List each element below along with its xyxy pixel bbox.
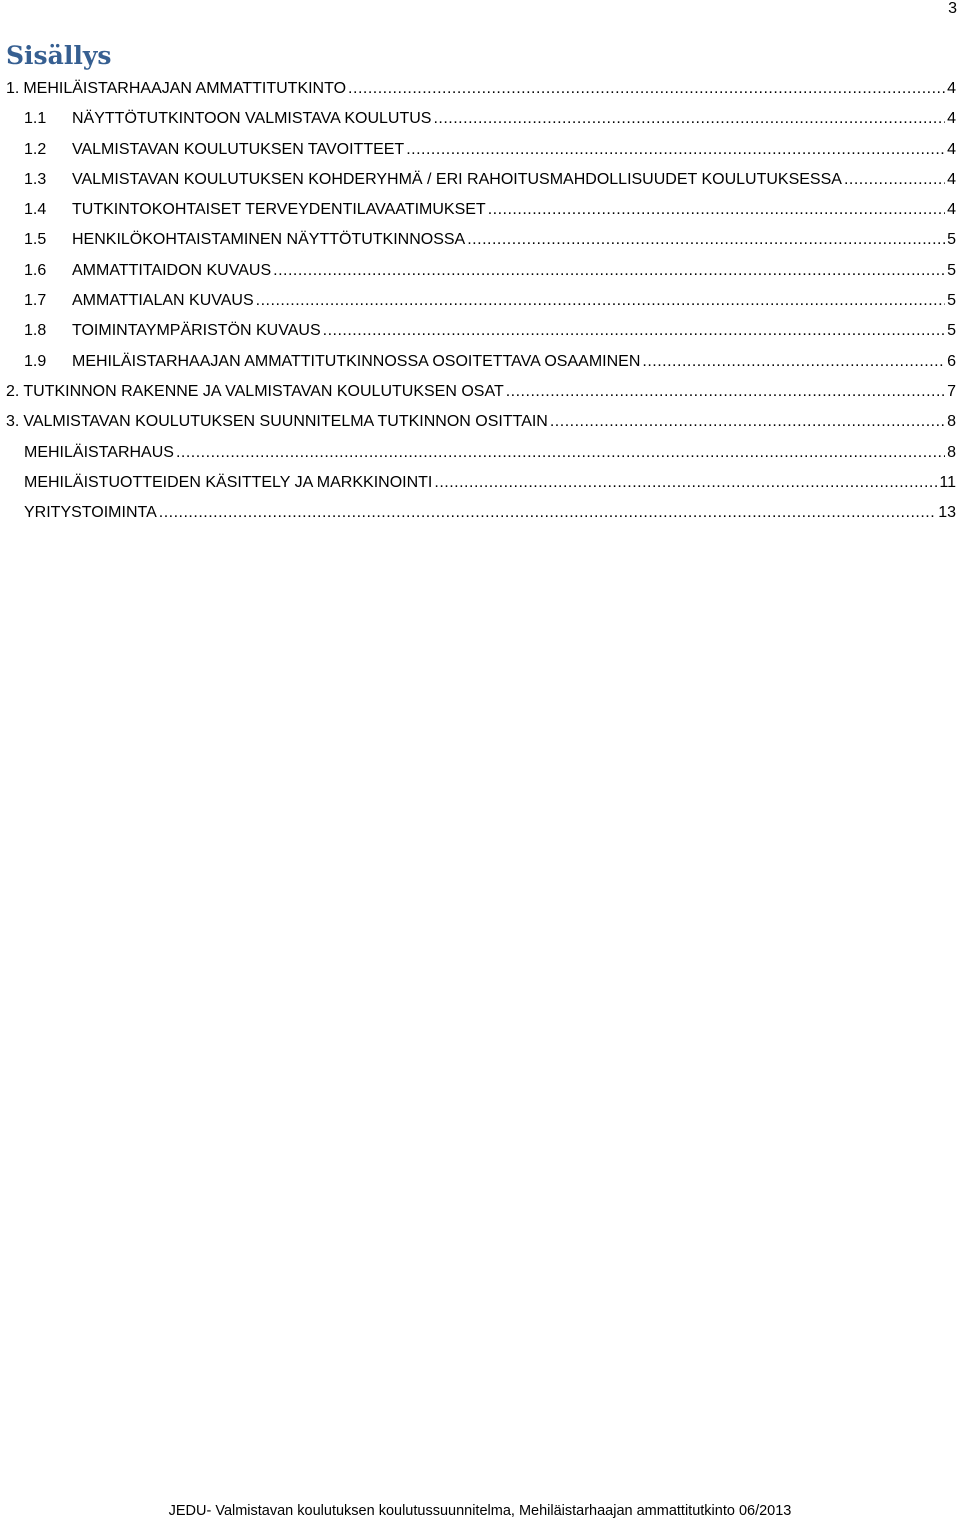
toc-entry-1-1[interactable] <box>6 104 956 134</box>
toc-leader-dots <box>642 347 945 377</box>
toc-leader-dots <box>348 74 945 104</box>
toc-entry-page: 4 <box>947 140 956 158</box>
table-of-contents <box>6 74 956 528</box>
toc-entry-label: VALMISTAVAN KOULUTUKSEN KOHDERYHMÄ / ERI RAHOITUSMAHDOLLISUUDET KOULUTUKSESSA <box>72 170 842 188</box>
toc-entry-label: VALMISTAVAN KOULUTUKSEN TAVOITTEET <box>72 140 405 158</box>
toc-entry-page: 5 <box>947 292 956 310</box>
toc-entry-page: 8 <box>947 443 956 461</box>
toc-entry-2[interactable] <box>6 377 956 407</box>
toc-entry-1-4[interactable] <box>6 195 956 225</box>
toc-entry-1-5[interactable] <box>6 225 956 255</box>
toc-entry-number: 1.7 <box>24 292 47 310</box>
toc-entry-page: 5 <box>947 261 956 279</box>
toc-entry-1-3[interactable] <box>6 165 956 195</box>
toc-leader-dots <box>488 195 945 225</box>
toc-entry-page: 4 <box>947 80 956 97</box>
toc-entry-page: 6 <box>947 352 956 370</box>
toc-leader-dots <box>506 377 945 407</box>
toc-entry-label: AMMATTIALAN KUVAUS <box>72 292 254 310</box>
toc-entry-1-6[interactable] <box>6 256 956 286</box>
toc-entry-1-8[interactable] <box>6 316 956 346</box>
toc-leader-dots <box>434 468 937 498</box>
toc-leader-dots <box>550 407 945 437</box>
toc-entry-page: 7 <box>947 382 956 400</box>
toc-title: Sisällys <box>6 41 112 70</box>
toc-leader-dots <box>159 498 936 528</box>
toc-entry-1-9[interactable] <box>6 347 956 377</box>
toc-entry-number: 1.8 <box>24 322 47 340</box>
toc-entry-label: VALMISTAVAN KOULUTUKSEN SUUNNITELMA TUTKINNON OSITTAIN <box>23 413 548 431</box>
page-footer: JEDU- Valmistavan koulutuksen koulutussuunnitelma, Mehiläistarhaajan ammattitutkinto 06/2013 <box>168 1503 792 1519</box>
toc-entry-page: 13 <box>938 504 956 522</box>
toc-leader-dots <box>467 225 945 255</box>
toc-entry-mehilaistarhaus[interactable] <box>6 438 956 468</box>
toc-entry-page: 11 <box>939 473 956 491</box>
toc-entry-label: MEHILÄISTUOTTEIDEN KÄSITTELY JA MARKKINOINTI <box>24 473 433 491</box>
toc-entry-label: TUTKINNON RAKENNE JA VALMISTAVAN KOULUTUKSEN OSAT <box>23 382 504 400</box>
toc-entry-label: TOIMINTAYMPÄRISTÖN KUVAUS <box>72 322 321 340</box>
toc-entry-number: 1.2 <box>24 140 47 158</box>
toc-entry-page: 5 <box>947 322 956 340</box>
toc-leader-dots <box>256 286 945 316</box>
toc-entry-mehilaistuotteiden[interactable] <box>6 468 956 498</box>
toc-entry-page: 4 <box>947 170 956 188</box>
page-number: 3 <box>948 0 957 17</box>
toc-entry-page: 8 <box>947 413 956 431</box>
toc-entry-1-7[interactable] <box>6 286 956 316</box>
toc-entry-label: AMMATTITAIDON KUVAUS <box>72 261 272 279</box>
toc-entry-number: 1. <box>6 80 20 97</box>
toc-leader-dots <box>406 135 945 165</box>
toc-entry-label: YRITYSTOIMINTA <box>24 504 157 522</box>
toc-entry-page: 4 <box>947 110 956 128</box>
toc-leader-dots <box>176 438 945 468</box>
toc-entry-label: NÄYTTÖTUTKINTOON VALMISTAVA KOULUTUS <box>72 110 432 128</box>
toc-leader-dots <box>433 104 945 134</box>
toc-leader-dots <box>323 316 945 346</box>
toc-entry-page: 4 <box>947 201 956 219</box>
toc-entry-number: 1.5 <box>24 231 47 249</box>
toc-entry-number: 1.1 <box>24 110 47 128</box>
toc-entry-number: 2. <box>6 382 20 400</box>
toc-entry-number: 1.6 <box>24 261 47 279</box>
toc-entry-3[interactable] <box>6 407 956 437</box>
toc-entry-number: 1.4 <box>24 201 47 219</box>
toc-leader-dots <box>273 256 945 286</box>
toc-entry-number: 3. <box>6 413 20 431</box>
toc-entry-page: 5 <box>947 231 956 249</box>
toc-entry-number: 1.9 <box>24 352 47 370</box>
toc-entry-label: MEHILÄISTARHAAJAN AMMATTITUTKINTO <box>23 80 347 97</box>
toc-entry-yritystoiminta[interactable] <box>6 498 956 528</box>
toc-leader-dots <box>844 165 945 195</box>
toc-entry-label: MEHILÄISTARHAAJAN AMMATTITUTKINNOSSA OSOITETTAVA OSAAMINEN <box>72 352 641 370</box>
toc-entry-number: 1.3 <box>24 170 47 188</box>
toc-entry-label: HENKILÖKOHTAISTAMINEN NÄYTTÖTUTKINNOSSA <box>72 231 466 249</box>
toc-entry-1-2[interactable] <box>6 135 956 165</box>
toc-entry-label: MEHILÄISTARHAUS <box>24 443 174 461</box>
toc-entry-1[interactable] <box>6 74 956 104</box>
toc-entry-label: TUTKINTOKOHTAISET TERVEYDENTILAVAATIMUKSET <box>72 201 486 219</box>
